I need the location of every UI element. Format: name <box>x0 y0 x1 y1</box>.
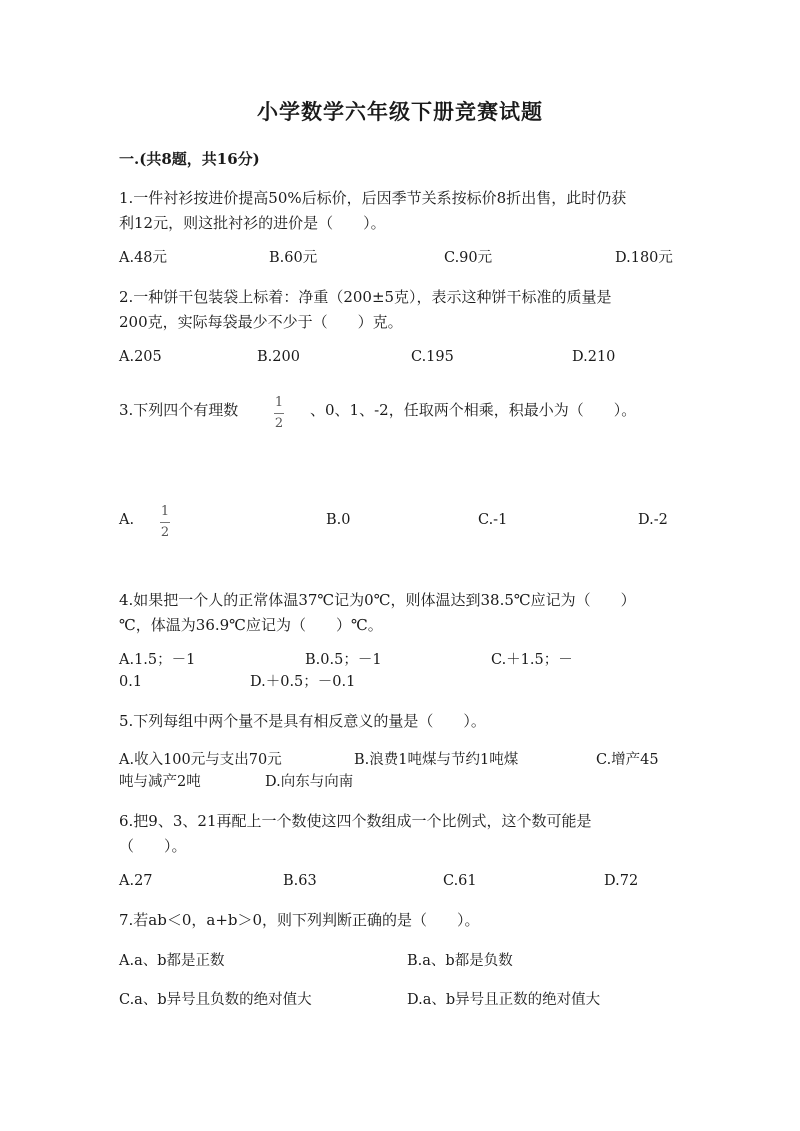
question-4-line-2: ℃，体温为36.9℃应记为（ ）℃。 <box>119 616 383 634</box>
question-1-line-1: 1.一件衬衫按进价提高50%后标价，后因季节关系按标价8折出售，此时仍获 <box>119 189 627 207</box>
q4-option-a: A.1.5；－1 <box>119 652 196 668</box>
q3-option-a: A. <box>119 512 135 528</box>
section-header: 一.(共8题，共16分) <box>119 150 260 168</box>
question-2-line-1: 2.一种饼干包装袋上标着：净重（200±5克），表示这种饼干标准的质量是 <box>119 288 612 306</box>
q3-option-c: C.-1 <box>478 512 508 528</box>
q7-option-c: C.a、b异号且负数的绝对值大 <box>119 992 312 1008</box>
q2-option-a: A.205 <box>119 349 162 365</box>
fraction-bar <box>274 413 284 414</box>
fraction-numerator: 1 <box>160 504 170 519</box>
q5-option-d: D.向东与向南 <box>265 774 354 790</box>
question-2 <box>119 285 679 335</box>
q6-option-a: A.27 <box>119 873 153 889</box>
q6-option-d: D.72 <box>604 873 639 889</box>
q5-option-a: A.收入100元与支出70元 <box>119 752 282 768</box>
q3-option-d: D.-2 <box>638 512 668 528</box>
q7-option-a: A.a、b都是正数 <box>119 953 225 969</box>
q5-option-b: B.浪费1吨煤与节约1吨煤 <box>354 752 519 768</box>
question-6-line-2: （ ）。 <box>119 837 187 855</box>
question-3-after: 、0、1、-2，任取两个相乘，积最小为（ ）。 <box>310 401 637 419</box>
question-5 <box>119 709 679 734</box>
q2-option-c: C.195 <box>411 349 454 365</box>
fraction-denominator: 2 <box>160 525 170 540</box>
question-1 <box>119 186 679 236</box>
q6-option-c: C.61 <box>443 873 477 889</box>
question-6 <box>119 809 679 859</box>
q3-option-a-fraction <box>160 505 170 540</box>
q6-option-b: B.63 <box>283 873 317 889</box>
q4-option-c-cont: 0.1 <box>119 674 143 690</box>
fraction-bar <box>160 522 170 523</box>
q1-option-c: C.90元 <box>444 250 493 266</box>
q4-option-c: C.＋1.5；－ <box>491 652 573 668</box>
fraction-one-half <box>274 396 284 431</box>
page-title: 小学数学六年级下册竞赛试题 <box>257 99 543 124</box>
question-6-line-1: 6.把9、3、21再配上一个数使这四个数组成一个比例式，这个数可能是 <box>119 812 592 830</box>
question-7-line-1: 7.若ab＜0，a+b＞0，则下列判断正确的是（ ）。 <box>119 911 480 929</box>
question-5-line-1: 5.下列每组中两个量不是具有相反意义的量是（ ）。 <box>119 712 486 730</box>
question-4 <box>119 588 699 638</box>
q1-option-b: B.60元 <box>269 250 318 266</box>
fraction-denominator: 2 <box>274 416 284 431</box>
question-1-line-2: 利12元，则这批衬衫的进价是（ ）。 <box>119 214 386 232</box>
q1-option-d: D.180元 <box>615 250 673 266</box>
q4-option-b: B.0.5；－1 <box>305 652 382 668</box>
q4-option-d: D.＋0.5；－0.1 <box>250 674 356 690</box>
q2-option-d: D.210 <box>572 349 616 365</box>
q7-option-b: B.a、b都是负数 <box>407 953 513 969</box>
q3-option-b: B.0 <box>326 512 351 528</box>
question-4-line-1: 4.如果把一个人的正常体温37℃记为0℃，则体温达到38.5℃应记为（ ） <box>119 591 636 609</box>
q1-option-a: A.48元 <box>119 250 168 266</box>
question-3-before: 3.下列四个有理数 <box>119 401 239 419</box>
question-7 <box>119 908 679 933</box>
q2-option-b: B.200 <box>257 349 300 365</box>
q5-option-c: C.增产45 <box>596 752 659 768</box>
q5-option-c-cont: 吨与减产2吨 <box>119 774 201 790</box>
question-2-line-2: 200克，实际每袋最少不少于（ ）克。 <box>119 313 403 331</box>
q7-option-d: D.a、b异号且正数的绝对值大 <box>407 992 601 1008</box>
fraction-numerator: 1 <box>274 395 284 410</box>
